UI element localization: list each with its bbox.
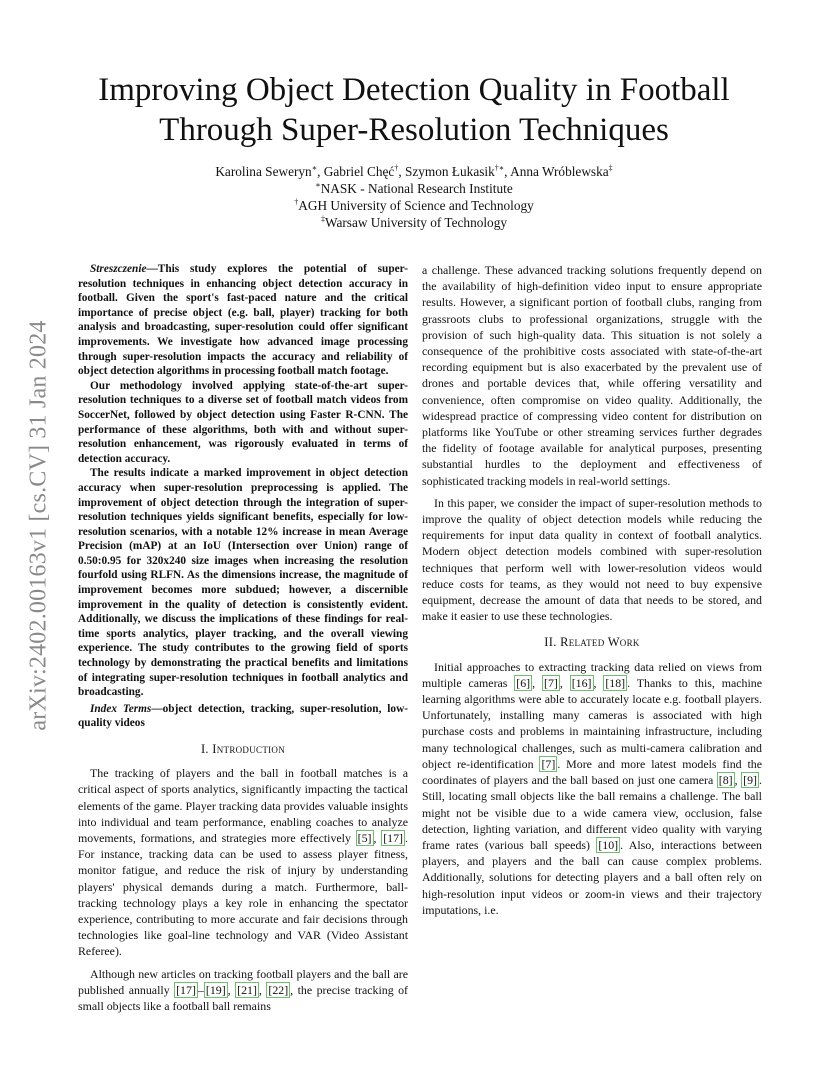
citation-link[interactable]: [19] bbox=[205, 982, 226, 997]
author-mark: † bbox=[394, 163, 399, 173]
index-terms-text: object detection, tracking, super-resolution, low-quality videos bbox=[78, 702, 409, 730]
citation-link[interactable]: [10] bbox=[598, 837, 619, 852]
abstract-paragraph: Streszczenie—This study explores the potential of super-resolution techniques in enhancing object detection accuracy in football. Given the sport's fast-paced nature and the critical importance of precise object (e.g. ball, player) tracking for both analysis and broadcasting, super-resolution could offer significant improvements. We investigate how advanced image processing through super-resolution impacts the accuracy and reliability of object detection algorithms in processing football match footage. bbox=[78, 263, 408, 378]
section-heading-related-work: II. Related Work bbox=[544, 635, 640, 650]
body-paragraph: Although new articles on tracking football players and the ball are published annually [17] – [19] , [21] , [22] , the precise tracking of small objects like a football ball remains bbox=[78, 966, 409, 1014]
abstract-paragraph: The results indicate a marked improvement in object detection accuracy when super-resolution preprocessing is applied. The improvement of object detection through the integration of super-resolution techniques yields significant benefits, especially for low-resolution scenarios, with a notable 12% increase in mean Average Precision (mAP) at an IoU (Intersection over Union) range of 0.50:0.95 for 320x240 size images when increasing the resolution fourfold using RLFN. As the dimensions increase, the magnitude of improvement becomes more subdued; however, a discernible improvement in the quality of detection is consistently evident. Additionally, we discuss the implications of these findings for real-time sports analytics, player tracking, and the overall viewing experience. The study contributes to the growing field of sports technology by demonstrating the practical benefits and limitations of integrating super-resolution techniques in football analytics and broadcasting. bbox=[78, 467, 408, 699]
citation-link[interactable]: [7] bbox=[541, 756, 556, 771]
citation-link[interactable]: [8] bbox=[718, 773, 733, 788]
author-mark: ∗ bbox=[311, 163, 318, 173]
related-work bbox=[422, 659, 762, 918]
affiliation-mark: † bbox=[294, 197, 299, 207]
body-paragraph bbox=[422, 262, 762, 489]
author-name: Szymon Łukasik bbox=[404, 164, 495, 179]
body-text: . For instance, tracking data can be used to assess player fitness, monitor fatigue, and reduce the risk of injury by understanding players' physical demands during a match. Furthermore, ball-tracking technology plays a key role in enhancing the spectator experience, contributing to more accurate and fair decisions through technologies like goal-line technology and VAR (Video Assistant Referee). bbox=[78, 831, 408, 959]
body-text: Initial approaches to extracting tracking data relied on views from multiple cameras bbox=[422, 659, 762, 690]
body-text: . Thanks to this, machine learning algorithms were able to accurately locate e.g. football players. Unfortunately, installing many cameras is associated with high purchase costs and problems in maintaining infrastructure, including many technological challenges, such as multi-camera calibration and object re-identification bbox=[422, 675, 762, 771]
body-text: , the precise tracking of small objects like a football ball remains bbox=[78, 982, 409, 1014]
affiliation-name: NASK - National Research Institute bbox=[320, 181, 513, 196]
citation-link[interactable]: [21] bbox=[237, 982, 257, 997]
author-name: Gabriel Chęć bbox=[323, 164, 395, 179]
author-list: Karolina Seweryn∗, Gabriel Chęć†, Szymon Łukasik†∗, Anna Wróblewska‡ bbox=[215, 163, 613, 179]
abstract-text: This study explores the potential of super-resolution techniques in enhancing object detection accuracy in football. Given the sport's fast-paced nature and the critical importance of precise object (e.g. ball, player) tracking for both analysis and broadcasting, super-resolution could offer significant improvements. We investigate how advanced image processing through super-resolution impacts the accuracy and reliability of object detection algorithms in processing football match footage. bbox=[78, 263, 408, 378]
introduction bbox=[78, 765, 408, 1014]
left-column bbox=[78, 262, 408, 1020]
citation-link[interactable]: [6] bbox=[516, 675, 531, 690]
citation-link[interactable]: [5] bbox=[357, 831, 372, 846]
abstract-paragraph: Our methodology involved applying state-of-the-art super-resolution techniques to a diverse set of football match videos from SoccerNet, followed by object detection using Faster R-CNN. The performance of these algorithms, both with and without super-resolution enhancement, was rigorously evaluated in terms of detection accuracy. bbox=[78, 379, 408, 465]
paper-title: Improving Object Detection Quality in Football Through Super-Resolution Techniques bbox=[98, 72, 730, 148]
citation-link[interactable]: [7] bbox=[543, 675, 558, 690]
citation-link[interactable]: [18] bbox=[605, 675, 626, 690]
index-terms: Index Terms—object detection, tracking, super-resolution, low-quality videos bbox=[78, 702, 409, 730]
affiliation bbox=[80, 180, 748, 197]
affiliation-mark: ‡ bbox=[320, 214, 325, 224]
body-paragraph: Initial approaches to extracting tracking data relied on views from multiple cameras [6] , [7] , [16] , [18] . Thanks to this, machine learning algorithms were able to accurately locate e.g. football players. Unfortunately, installing many cameras is associated with high purchase costs and problems in maintaining infrastructure, including many technological challenges, such as multi-camera calibration and object re-identification [7] . More and more latest models find the coordinates of players and the ball based on just one camera [8] , [9] . Still, locating small objects like the ball remains a challenge. The ball might not be visible due to a wide camera view, occlusion, false detection, lighting variation, and different video quality with varying frame rates (various ball speeds) [10] . Also, interactions between players, and players and the ball can cause complex problems. Additionally, solutions for detecting players and a ball often rely on high-resolution input videos or zoom-in views and their trajectory imputations, i.e. bbox=[422, 659, 762, 917]
body-paragraph: The tracking of players and the ball in football matches is a critical aspect of sports analytics, significantly impacting the tactical elements of the game. Player tracking data provides valuable insights into individual and team performance, enabling coaches to analyze movements, formations, and strategies more effectively [5] , [17] . For instance, tracking data can be used to assess player fitness, monitor fatigue, and reduce the risk of injury by understanding players' physical demands during a match. Furthermore, ball-tracking technology plays a key role in enhancing the spectator experience, contributing to more accurate and fair decisions through technologies like goal-line technology and VAR (Video Assistant Referee). bbox=[78, 766, 408, 959]
arxiv-stamp bbox=[22, 290, 56, 760]
right-column bbox=[422, 262, 762, 924]
body-text: . More and more latest models find the coordinates of players and the ball based on just one camera bbox=[422, 756, 762, 788]
author-mark: †∗ bbox=[494, 163, 505, 173]
author-block bbox=[80, 163, 748, 231]
citation-link[interactable]: [22] bbox=[268, 982, 289, 997]
body-text: . Also, interactions between players, and players and the ball can cause complex problems. Additionally, solutions for detecting players and a ball often rely on high-resolution input videos or zoom-in views and their trajectory imputations, i.e. bbox=[422, 837, 762, 917]
body-text: The tracking of players and the ball in football matches is a critical aspect of sports analytics, significantly impacting the tactical elements of the game. Player tracking data provides valuable insights into individual and team performance, enabling coaches to analyze movements, formations, and strategies more effectively bbox=[78, 766, 408, 846]
index-terms-label: Index Terms bbox=[90, 702, 152, 715]
affiliation bbox=[80, 214, 748, 231]
introduction-continued bbox=[422, 262, 762, 624]
body-text: . Still, locating small objects like the ball remains a challenge. The ball might not be visible due to a wide camera view, occlusion, false detection, lighting variation, and different video quality with varying frame rates (various ball speeds) bbox=[422, 773, 762, 852]
citation-link[interactable]: [16] bbox=[571, 675, 592, 690]
abstract-label: Streszczenie bbox=[90, 263, 147, 275]
author-name: Karolina Seweryn bbox=[215, 164, 312, 179]
affiliation-mark: ∗ bbox=[315, 180, 321, 190]
arxiv-stamp-text: arXiv:2402.00163v1 [cs.CV] 31 Jan 2024 bbox=[25, 319, 52, 731]
affiliation-name: Warsaw University of Technology bbox=[324, 215, 508, 230]
affiliation-name: AGH University of Science and Technology bbox=[298, 198, 534, 213]
citation-link[interactable]: [9] bbox=[743, 773, 758, 788]
body-paragraph: In this paper, we consider the impact of super-resolution methods to improve the quality of object detection models while reducing the requirements for input data quality in context of football analytics. Modern object detection models combined with super-resolution techniques that perform well with lower-resolution videos would reduce costs for teams, as they would not need to buy expensive equipment, decrease the amount of data that needs to be stored, and make it easier to use these technologies. bbox=[422, 495, 762, 624]
author-name: Anna Wróblewska bbox=[510, 164, 609, 179]
citation-link[interactable]: [17] bbox=[176, 982, 196, 997]
citation-link[interactable]: [17] bbox=[383, 831, 404, 846]
affiliation bbox=[80, 197, 748, 214]
abstract bbox=[78, 262, 408, 731]
body-text: Although new articles on tracking football players and the ball are published annually bbox=[78, 966, 408, 997]
body-text: a challenge. These advanced tracking solutions frequently depend on the availability of high-definition video input to ensure appropriate results. However, a significant portion of football clubs, ranging from grassroots clubs to professional organizations, struggle with the provision of such high-quality data. This situation is not solely a consequence of the prohibitive costs associated with state-of-the-art recording equipment but is also exacerbated by the prevalent use of drones and portable devices that, while offering versatility and convenience, often compromise on video quality. Additionally, the widespread practice of compressing video content for distribution on platforms like YouTube or other streaming services further degrades the fidelity of footage available for analytical purposes, presenting substantial hurdles to the deployment and effectiveness of sophisticated tracking models in real-world settings. bbox=[422, 263, 762, 488]
author-mark: ‡ bbox=[608, 163, 613, 173]
section-heading-introduction: I. Introduction bbox=[200, 742, 286, 756]
